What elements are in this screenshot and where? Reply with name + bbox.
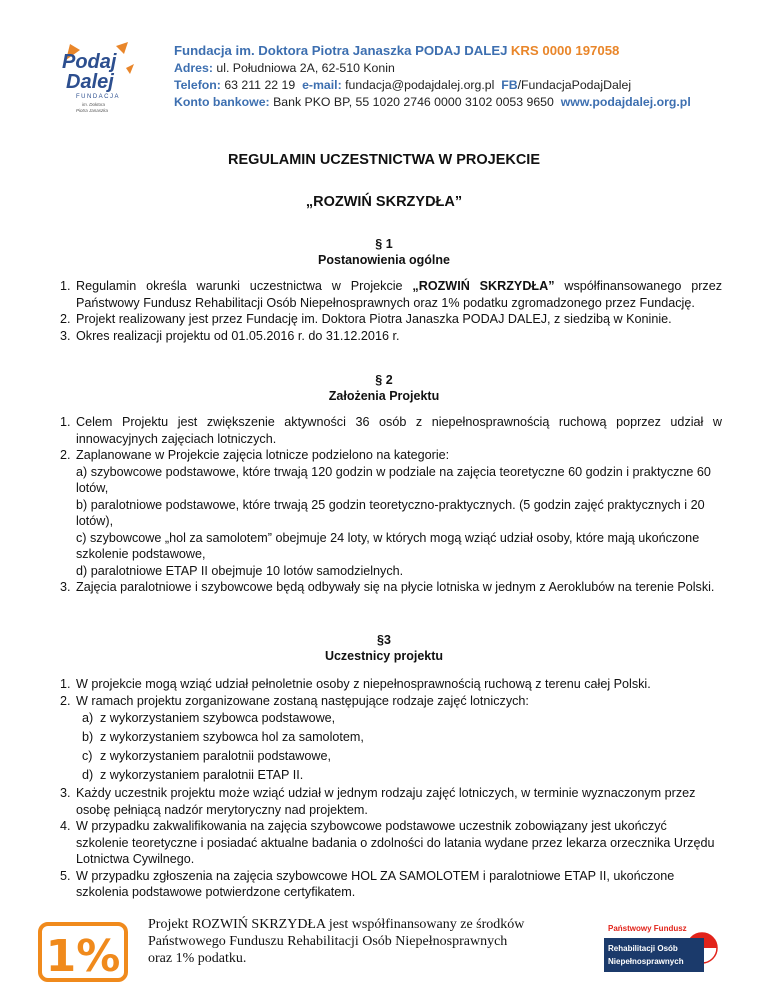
svg-text:Piotra Janaszka: Piotra Janaszka [76,108,109,113]
list-item: 5. W przypadku zgłoszenia na zajęcia szybowcowe HOL ZA SAMOLOTEM i paralotniowe ETAP II, ukończone szkolenia podstawowe potwierdzone certyfikatem. [60,868,675,899]
footer-note: Projekt ROZWIŃ SKRZYDŁA jest współfinansowany ze środków Państwowego Funduszu Rehabilitacji Osób Niepełnosprawnych oraz 1% podatku. [148,917,525,966]
section-1-list [60,278,722,344]
list-item: 3. Zajęcia paralotniowe i szybowcowe będą odbywały się na płycie lotniska w jednym z Aeroklubów na terenie Polski. [60,580,715,594]
section-1-mark: § 1 [375,237,393,251]
svg-text:Niepełnosprawnych: Niepełnosprawnych [608,957,684,966]
sub-item: d) z wykorzystaniem paralotnii ETAP II. [82,768,304,782]
list-item: 2. W ramach projektu zorganizowane zostaną następujące rodzaje zajęć lotniczych: [60,693,529,708]
email-label: e-mail: [302,78,342,92]
section-3-list [60,676,722,901]
organization-header [174,42,691,111]
org-line [174,42,691,60]
fb-value[interactable]: /FundacjaPodajDalej [517,78,632,92]
contact-line [174,77,691,94]
list-item: 3. Okres realizacji projektu od 01.05.2016 r. do 31.12.2016 r. [60,328,400,343]
section-2-list [60,414,722,596]
document-title: REGULAMIN UCZESTNICTWA W PROJEKCIE [227,152,541,168]
list-item: 1. W projekcie mogą wziąć udział pełnoletnie osoby z niepełnosprawnością ruchową z terenu całej Polski. [60,677,651,691]
project-name: „ROZWIŃ SKRZYDŁA” [305,194,463,210]
list-item: 1. Regulamin określa warunki uczestnictwa w Projekcie „ROZWIŃ SKRZYDŁA” współfinansowanego przez Państwowy Fundusz Rehabilitacji Osób Niepełnosprawnych oraz 1% podatku zgromadzonego przez Fundację. [60,279,722,310]
list-item: 2. Zaplanowane w Projekcie zajęcia lotnicze podzielono na kategorie: a) szybowcowe podstawowe, które trwają 120 godzin w podziale na zajęcia teoretyczne 60 godzin i praktyczne 60 lotów, b) paralotniowe podstawowe, które trwają 25 godzin teoretyczno-praktycznych. (5 godzin zajęć praktycznych i 20 lotów), c) szybowcowe „hol za samolotem” obejmuje 24 loty, w których mogą wziąć udział osoby, które mają ukończone szkolenie podstawowe, d) paralotniowe ETAP II obejmuje 10 lotów samodzielnych. [60,448,711,578]
org-name: Fundacja im. Doktora Piotra Janaszka PODAJ DALEJ [174,43,508,58]
section-2-mark: § 2 [375,373,393,387]
sub-item: a) z wykorzystaniem szybowca podstawowe, [82,711,336,725]
section-2-heading: Założenia Projektu [328,389,440,403]
svg-text:Podaj: Podaj [62,51,117,73]
email-value[interactable]: fundacja@podajdalej.org.pl [345,78,495,92]
section-3-header [0,632,768,664]
svg-text:Rehabilitacji Osób: Rehabilitacji Osób [608,944,678,953]
section-3-mark: §3 [377,633,391,647]
phone-label: Telefon: [174,78,221,92]
svg-text:Dalej: Dalej [66,71,114,93]
krs-number: KRS 0000 197058 [510,43,620,58]
section-1-heading: Postanowienia ogólne [318,253,450,267]
fb-label: FB [501,78,518,92]
phone-value: 63 211 22 19 [224,78,296,92]
section-1-header [0,236,768,268]
section-3-heading: Uczestnicy projektu [324,649,444,663]
sub-item: c) z wykorzystaniem paralotnii podstawowe, [82,749,331,763]
list-item: 4. W przypadku zakwalifikowania na zajęcia szybowcowe podstawowe uczestnik zobowiązany jest ukończyć szkolenie teoretyczne i posiadać aktualne badania o zdolności do latania wydane przez lekarza orzecznika Urzędu Lotnictwa Cywilnego. [60,819,715,866]
section-2-header [0,372,768,404]
svg-text:im. Doktora: im. Doktora [82,102,106,107]
svg-text:1%: 1% [45,931,121,982]
sub-item: b) z wykorzystaniem szybowca hol za samolotem, [82,730,364,744]
podaj-dalej-logo [56,38,138,120]
one-percent-logo [38,922,128,982]
svg-text:Państwowy Fundusz: Państwowy Fundusz [608,924,687,933]
bank-line [174,94,691,111]
address-value: ul. Południowa 2A, 62-510 Konin [216,61,395,75]
address-line [174,60,691,77]
address-label: Adres: [174,61,213,75]
svg-text:FUNDACJA: FUNDACJA [76,94,121,100]
website-link[interactable]: www.podajdalej.org.pl [560,95,691,109]
bank-label: Konto bankowe: [174,95,270,109]
list-item: 1. Celem Projektu jest zwiększenie aktywności 36 osób z niepełnosprawnością ruchową poprzez udział w innowacyjnych zajęciach lotniczych. [60,415,722,446]
pfron-logo [604,920,722,976]
list-item: 3. Każdy uczestnik projektu może wziąć udział w jednym rodzaju zajęć lotniczych, w terminie wyznaczonym przez osobę pełniącą nadzór merytoryczny nad projektem. [60,786,696,817]
list-item: 2. Projekt realizowany jest przez Fundację im. Doktora Piotra Janaszka PODAJ DALEJ, z siedzibą w Koninie. [60,312,672,326]
bank-value: Bank PKO BP, 55 1020 2746 0000 3102 0053 9650 [273,95,554,109]
